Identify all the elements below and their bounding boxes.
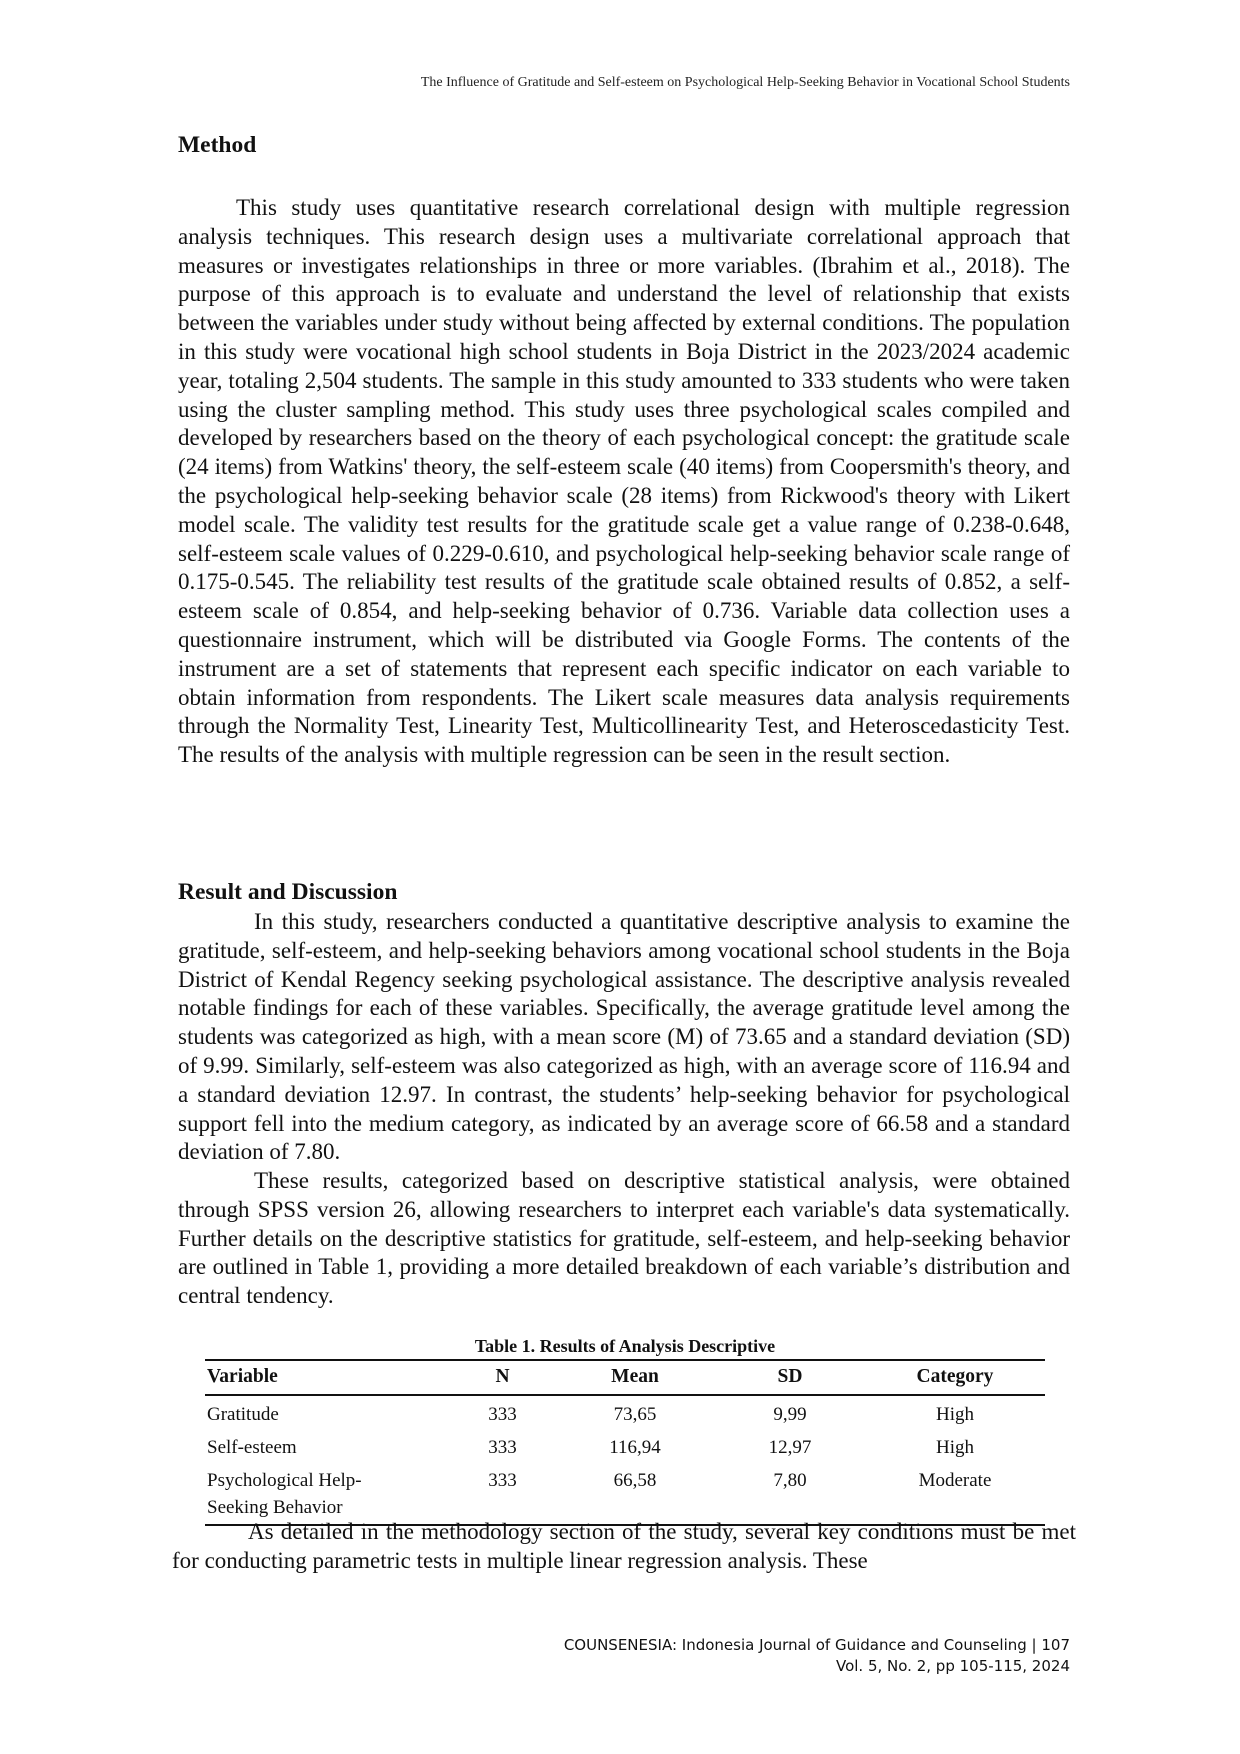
results-paragraph-2: These results, categorized based on descriptive statistical analysis, were obtained through SPSS version 26, allowing researchers to interpret each variable's data systematically. Further details on the descriptive statistics for gratitude, self-esteem, and help-seeking behavior are outlined in Table 1, providing a more detailed breakdown of each variable’s distribution and central tendency. xyxy=(178,1168,1070,1309)
cell-n: 333 xyxy=(450,1464,555,1525)
cell-variable: Self-esteem xyxy=(207,1437,297,1458)
results-paragraph-1: In this study, researchers conducted a quantitative descriptive analysis to examine the gratitude, self-esteem, and help-seeking behaviors among vocational school students in the Boja District of Kendal Regency seeking psychological assistance. The descriptive analysis revealed notable findings for each of these variables. Specifically, the average gratitude level among the students was categorized as high, with a mean score (M) of 73.65 and a standard deviation (SD) of 9.99. Similarly, self-esteem was also categorized as high, with an average score of 116.94 and a standard deviation 12.97. In contrast, the students’ help-seeking behavior for psychological support fell into the medium category, as indicated by an average score of 66.58 and a standard deviation of 7.80. xyxy=(178,909,1070,1165)
cell-n: 333 xyxy=(488,1437,517,1458)
table-title: Table 1. Results of Analysis Descriptive xyxy=(474,1336,776,1356)
cell-variable-line2: Seeking Behavior xyxy=(207,1497,343,1518)
table-row xyxy=(205,1464,1045,1525)
table-row xyxy=(205,1431,1045,1464)
method-paragraph: This study uses quantitative research correlational design with multiple regression analysis techniques. This research design uses a multivariate correlational approach that measures or investigates relationships in three or more variables. (Ibrahim et al., 2018). The purpose of this approach is to evaluate and understand the level of relationship that exists between the variables under study without being affected by external conditions. The population in this study were vocational high school students in Boja District in the 2023/2024 academic year, totaling 2,504 students. The sample in this study amounted to 333 students who were taken using the cluster sampling method. This study uses three psychological scales compiled and developed by researchers based on the theory of each psychological concept: the gratitude scale (24 items) from Watkins' theory, the self-esteem scale (40 items) from Coopersmith's theory, and the psychological help-seeking behavior scale (28 items) from Rickwood's theory with Likert model scale. The validity test results for the gratitude scale get a value range of 0.238-0.648, self-esteem scale values of 0.229-0.610, and psychological help-seeking behavior scale range of 0.175-0.545. The reliability test results of the gratitude scale obtained results of 0.852, a self-esteem scale of 0.854, and help-seeking behavior of 0.736. Variable data collection uses a questionnaire instrument, which will be distributed via Google Forms. The contents of the instrument are a set of statements that represent each specific indicator on each variable to obtain information from respondents. The Likert scale measures data analysis requirements through the Normality Test, Linearity Test, Multicollinearity Test, and Heteroscedasticity Test. The results of the analysis with multiple regression can be seen in the result section. xyxy=(178,195,1070,768)
results-paragraph-3: As detailed in the methodology section of the study, several key conditions must be met for conducting parametric tests in multiple linear regression analysis. These xyxy=(172,1519,1076,1573)
cell-category: Moderate xyxy=(865,1464,1045,1525)
header-category: Category xyxy=(865,1360,1045,1395)
running-head: The Influence of Gratitude and Self-esteem on Psychological Help-Seeking Behavior in Vocational School Students xyxy=(420,75,1070,90)
results-heading: Result and Discussion xyxy=(178,879,398,905)
footer-volume: Vol. 5, No. 2, pp 105-115, 2024 xyxy=(835,1657,1070,1675)
descriptive-table xyxy=(205,1359,1045,1526)
cell-sd: 12,97 xyxy=(768,1437,812,1458)
cell-mean: 66,58 xyxy=(555,1464,715,1525)
cell-sd: 7,80 xyxy=(715,1464,865,1525)
table-header-row xyxy=(205,1360,1045,1395)
header-n: N xyxy=(450,1360,555,1395)
cell-variable: Gratitude xyxy=(207,1404,279,1425)
cell-variable-line1: Psychological Help- xyxy=(207,1470,362,1491)
header-sd: SD xyxy=(715,1360,865,1395)
table-row xyxy=(205,1395,1045,1431)
method-heading: Method xyxy=(178,132,257,158)
cell-sd: 9,99 xyxy=(773,1404,807,1425)
cell-category: High xyxy=(936,1404,974,1425)
header-variable: Variable xyxy=(205,1360,450,1395)
cell-category: High xyxy=(936,1437,974,1458)
cell-variable xyxy=(205,1464,450,1525)
cell-mean: 116,94 xyxy=(609,1437,661,1458)
cell-mean: 73,65 xyxy=(613,1404,657,1425)
cell-n: 333 xyxy=(488,1404,517,1425)
footer-journal: COUNSENESIA: Indonesia Journal of Guidance and Counseling | 107 xyxy=(563,1636,1070,1654)
header-mean: Mean xyxy=(555,1360,715,1395)
